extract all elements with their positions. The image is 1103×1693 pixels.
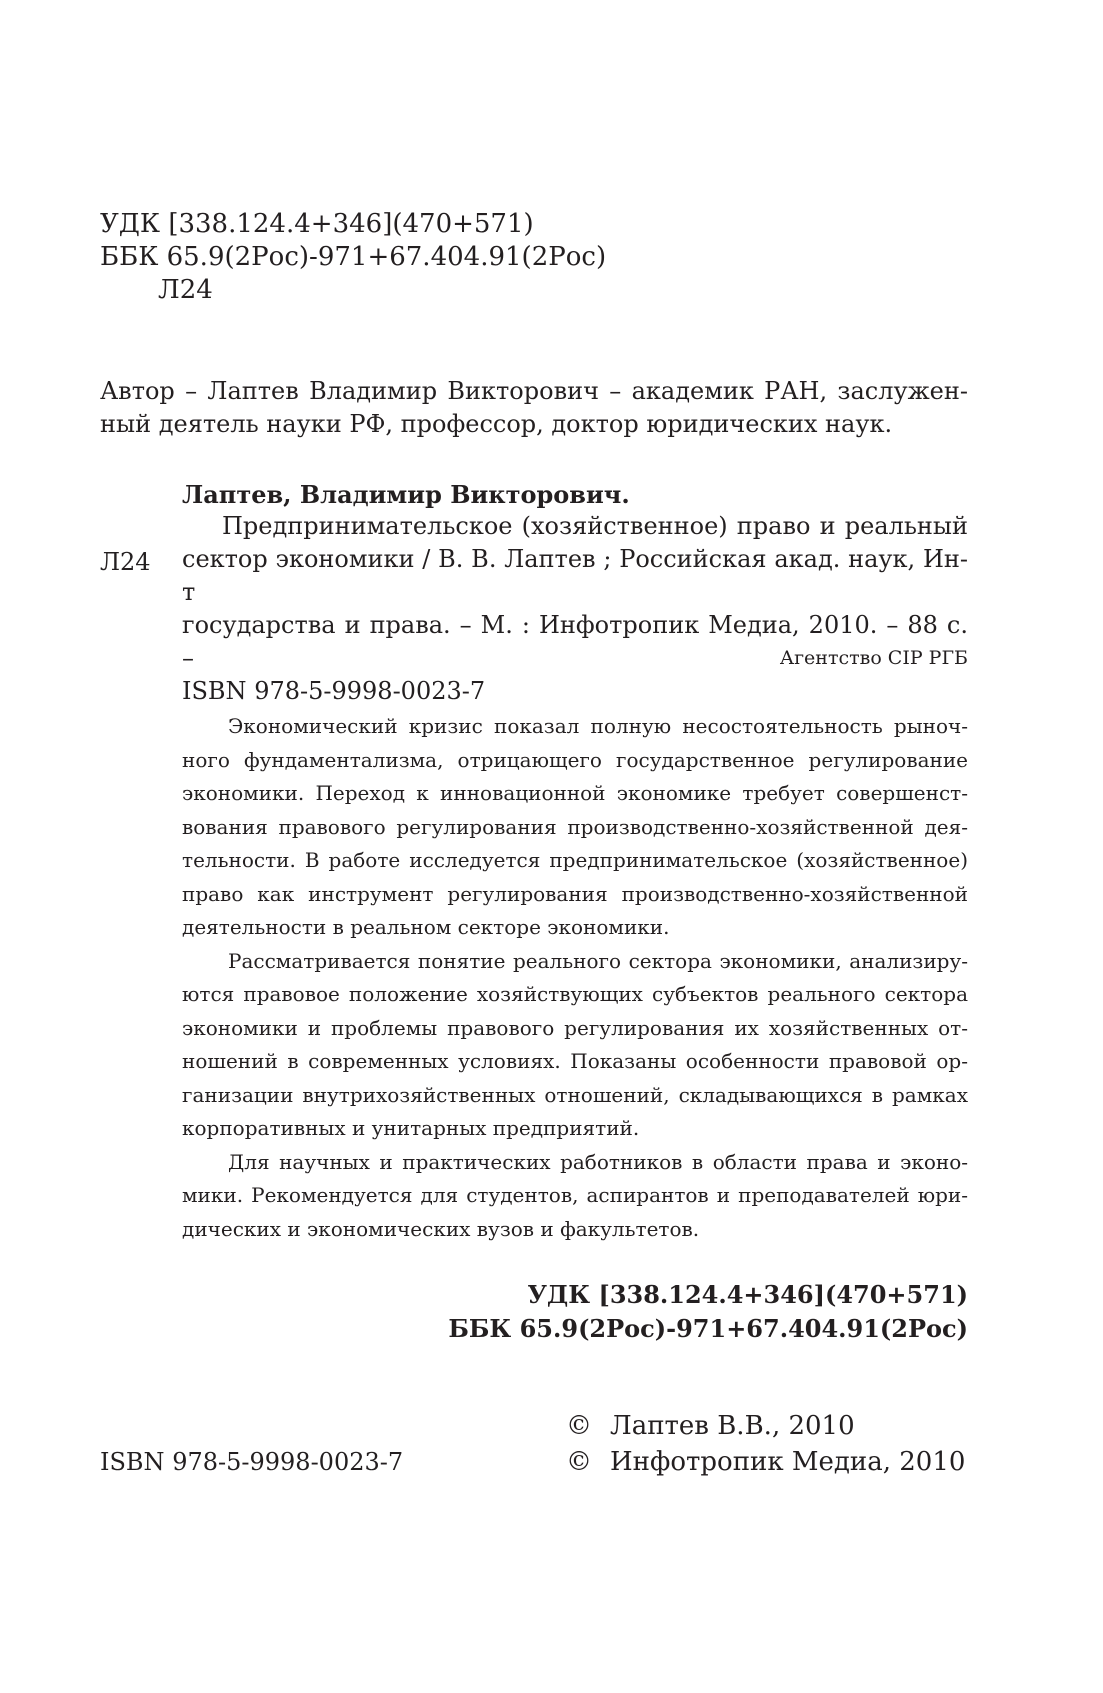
catalog-card-line: сектор экономики / В. В. Лаптев ; Российская акад. наук, Ин-т [182,545,968,606]
copyright-icon: © [566,1411,592,1441]
annotation-line: дических и экономических вузов и факультетов. [182,1216,700,1241]
copyright-publisher-line [566,1444,965,1480]
annotation-line: мики. Рекомендуется для студентов, аспирантов и преподавателей юри- [182,1183,968,1207]
top-classification-codes [100,208,606,307]
annotation-line: ношений в современных условиях. Показаны особенности правовой ор- [182,1049,968,1073]
isbn: ISBN 978-5-9998-0023-7 [100,1448,404,1476]
catalog-card-line: Предпринимательское (хозяйственное) право и реальный [222,512,968,540]
annotation-line: Для научных и практических работников в области права и эконо- [228,1149,968,1174]
catalog-card-line: ISBN 978-5-9998-0023-7 [182,677,486,705]
annotation-line: Экономический кризис показал полную несостоятельность рыноч- [228,714,968,738]
catalog-card-author-mark: Л24 [100,548,151,576]
annotation [182,710,968,1246]
annotation-line: экономики и проблемы правового регулирования их хозяйственных от- [182,1015,968,1040]
annotation-line: право как инструмент регулирования производственно-хозяйственной [182,881,968,906]
author-note-line: Автор – Лаптев Владимир Викторович – академик РАН, заслужен- [100,377,968,405]
bottom-udc-code: УДК [338.124.4+346](470+571) [527,1280,968,1309]
catalog-card-line: государства и права. – М. : Инфотропик Медиа, 2010. – 88 с. – [182,611,968,672]
author-note-line: ный деятель науки РФ, профессор, доктор юридических наук. [100,410,893,438]
copyright-block [566,1408,965,1480]
annotation-line: экономики. Переход к инновационной экономике требует совершенст- [182,781,968,805]
annotation-line: ются правовое положение хозяйствующих субъектов реального сектора [182,982,968,1006]
author-note [100,375,968,441]
top-udc-code: УДК [338.124.4+346](470+571) [100,209,534,239]
annotation-line: корпоративных и унитарных предприятий. [182,1116,640,1140]
annotation-line: Рассматривается понятие реального сектора экономики, анализиру- [228,948,968,973]
annotation-line: тельности. В работе исследуется предпринимательское (хозяйственное) [182,848,968,872]
bottom-classification-codes [448,1278,968,1346]
annotation-line: вования правового регулирования производственно-хозяйственной дея- [182,814,968,839]
copyright-icon: © [566,1447,592,1477]
top-author-mark: Л24 [158,275,213,305]
copyright-author: Лаптев В.В., 2010 [610,1411,855,1441]
annotation-line: ного фундаментализма, отрицающего государственное регулирование [182,747,968,772]
cip-agency-label: Агентство CIP РГБ [779,647,968,669]
copyright-author-line [566,1408,965,1444]
annotation-line: деятельности в реальном секторе экономики. [182,915,670,939]
bottom-bbk-code: ББК 65.9(2Рос)-971+67.404.91(2Рос) [448,1314,968,1343]
copyright-publisher: Инфотропик Медиа, 2010 [610,1447,966,1477]
catalog-card-heading: Лаптев, Владимир Викторович. [182,480,630,509]
catalog-card-description [182,510,968,708]
annotation-line: ганизации внутрихозяйственных отношений, складывающихся в рамках [182,1082,968,1107]
top-bbk-code: ББК 65.9(2Рос)-971+67.404.91(2Рос) [100,242,607,272]
